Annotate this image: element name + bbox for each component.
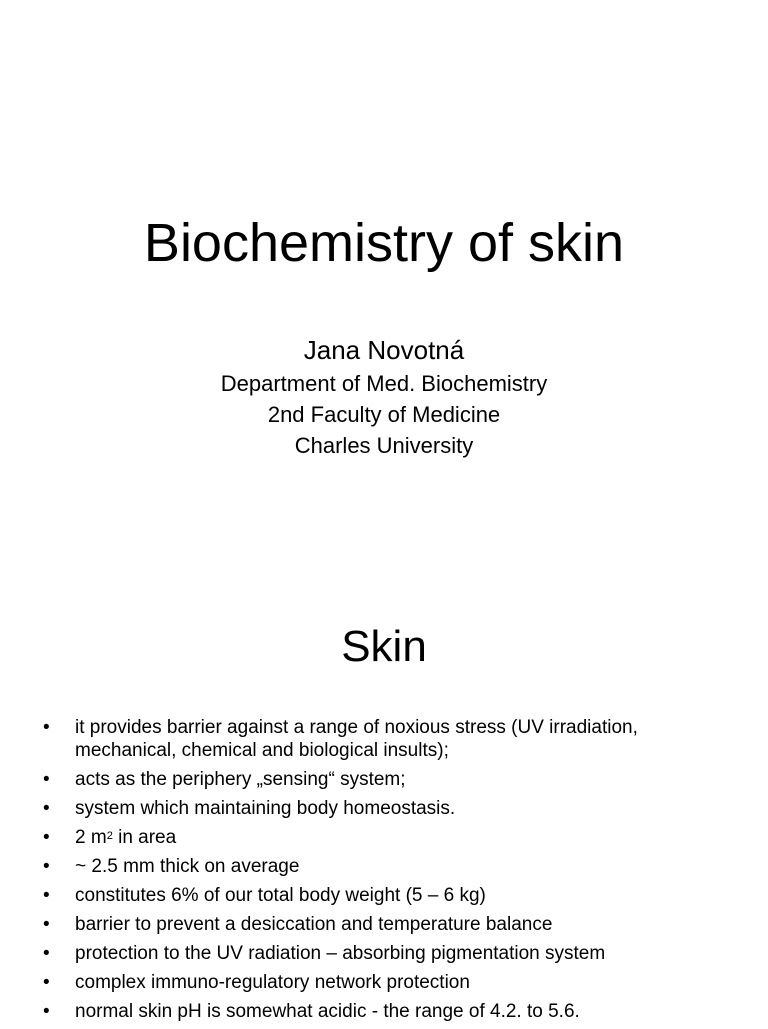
bullet-icon: • [43, 885, 50, 906]
skin-slide [0, 576, 768, 1024]
bullet-text: it provides barrier against a range of noxious stress (UV irradiation, mechanical, chemical and biological insults); [75, 717, 638, 761]
list-item [40, 768, 730, 791]
bullet-text: ~ 2.5 mm thick on average [75, 856, 300, 877]
bullet-icon: • [43, 798, 50, 819]
bullet-text: barrier to prevent a desiccation and temperature balance [75, 914, 553, 935]
bullet-icon: • [43, 972, 50, 993]
bullet-text: constitutes 6% of our total body weight (5 – 6 kg) [75, 885, 486, 906]
university-name: Charles University [294, 433, 474, 458]
list-item [40, 826, 730, 849]
area-superscript: 2 [106, 830, 113, 842]
list-item [40, 716, 730, 762]
bullet-text: normal skin pH is somewhat acidic - the range of 4.2. to 5.6. [75, 1001, 580, 1022]
bullet-list [40, 716, 730, 1029]
bullet-text: acts as the periphery „sensing“ system; [75, 769, 406, 790]
list-item [40, 913, 730, 936]
list-item [40, 797, 730, 820]
bullet-text: protection to the UV radiation – absorbing pigmentation system [75, 943, 606, 964]
list-item [40, 971, 730, 994]
bullet-icon: • [43, 769, 50, 790]
bullet-icon: • [43, 856, 50, 877]
list-item [40, 884, 730, 907]
presentation-title: Biochemistry of skin [143, 213, 625, 273]
area-prefix: 2 m [75, 827, 107, 848]
bullet-icon: • [43, 914, 50, 935]
bullet-icon: • [43, 943, 50, 964]
bullet-icon: • [43, 1001, 50, 1022]
area-suffix: in area [112, 827, 177, 848]
list-item [40, 942, 730, 965]
bullet-icon: • [43, 717, 50, 738]
bullet-text-area [75, 827, 176, 848]
bullet-text: complex immuno-regulatory network protection [75, 972, 470, 993]
slide-title: Skin [341, 622, 427, 671]
author-block [0, 332, 768, 461]
list-item [40, 1000, 730, 1023]
bullet-icon: • [43, 827, 50, 848]
author-name: Jana Novotná [303, 335, 465, 365]
bullet-text: system which maintaining body homeostasis. [75, 798, 456, 819]
list-item [40, 855, 730, 878]
department-name: Department of Med. Biochemistry [220, 371, 548, 396]
faculty-name: 2nd Faculty of Medicine [267, 402, 501, 427]
